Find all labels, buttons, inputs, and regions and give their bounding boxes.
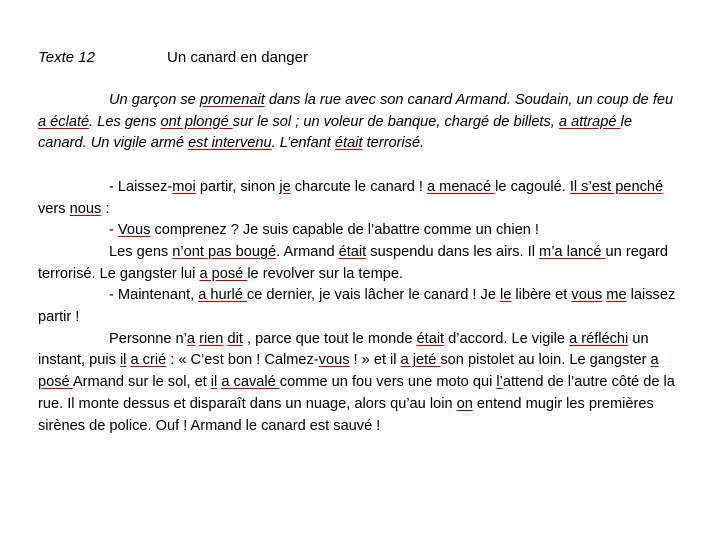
text-run: libère et [511,287,572,304]
text-body [38,90,683,437]
underlined-word: je [279,178,291,195]
underlined-word: ont plongé [160,113,233,130]
text-run: charcute le canard ! [290,178,427,195]
text-run: , parce que tout le monde [242,330,417,347]
text-run: partir, sinon [195,178,280,195]
text-run: terrorisé. [362,135,425,152]
text-run: . L’enfant [271,135,335,152]
text-run: Un garçon se [109,92,200,108]
underlined-word: l’ [496,374,503,391]
text-run: d’accord. Le vigile [444,330,570,347]
underlined-word: a attrapé [558,113,621,130]
underlined-word: moi [172,178,196,195]
text-run: . Armand [276,243,339,260]
paragraph-gap [38,155,683,177]
text-run: ce dernier, je vais lâcher le canard ! Je [246,287,501,304]
text-run: - Laissez- [109,178,173,195]
underlined-word: n’ont pas bougé [172,243,277,260]
paragraph-2 [38,177,683,220]
underlined-word: a éclaté [38,113,90,130]
underlined-word: m’a lancé [539,243,606,260]
text-run: comme un fou vers une moto qui [279,374,497,391]
text-run: suspendu dans les airs. Il [366,243,540,260]
underlined-word: a posé [38,352,659,391]
text-run: laissez partir ! [38,287,676,326]
underlined-word: nous [69,200,102,217]
underlined-word: a cavalé [221,374,280,391]
text-run: comprenez ? Je suis capable de l’abattre comme un chien ! [150,222,539,239]
text-run: : [101,200,110,217]
text-number-label: Texte 12 [38,49,95,66]
underlined-word: Vous [117,222,151,239]
text-run: - [109,222,118,239]
underlined-word: me [606,287,627,304]
text-run: un regard terrorisé. Le gangster lui [38,243,669,282]
paragraph-6 [38,329,683,438]
underlined-word: a jeté [400,352,441,369]
text-run: vers [38,200,70,217]
paragraph-1 [38,90,683,155]
paragraph-4 [38,242,683,285]
underlined-word: était [338,243,367,260]
text-run: Les gens [109,243,173,260]
text-run: entend mugir les premières sirènes de police. Ouf ! Armand le canard est sauvé ! [38,395,654,434]
paragraph-5 [38,285,683,328]
underlined-word: vous [318,352,350,369]
text-run: Personne n’ [109,330,187,347]
text-run: : « C’est bon ! Calmez- [166,352,319,369]
text-title: Un canard en danger [167,49,308,66]
text-run: ! » et il [349,352,401,369]
underlined-word: a hurlé [198,287,247,304]
text-run: sur le sol ; un voleur de banque, chargé de billets, [232,113,559,130]
underlined-word: était [416,330,445,347]
text-run: attend de l’autre côté de la rue. Il monte dessus et disparaît dans un nuage, alors qu’au loin [38,374,675,412]
text-run: son pistolet au loin. Le gangster [440,352,651,369]
text-run: le canard. Un vigile armé [38,113,632,152]
underlined-word: a crié [130,352,167,369]
underlined-word: on [456,395,473,412]
text-run: dans la rue avec son canard Armand. Soudain, un coup de feu [264,92,674,108]
underlined-word: a menacé [427,178,496,195]
underlined-word: a posé [199,265,248,282]
text-run: - Maintenant, [109,287,199,304]
document-header [38,49,308,66]
text-run: le revolver sur la tempe. [247,265,404,282]
underlined-word: promenait [199,92,265,108]
underlined-word: a réfléchi [569,330,629,347]
text-run: le cagoulé. [495,178,570,195]
underlined-word: est intervenu [188,135,272,152]
underlined-word: a [186,330,196,347]
underlined-word: Il s’est penché [569,178,664,195]
text-run: Armand sur le sol, et [72,374,211,391]
underlined-word: le [500,287,512,304]
underlined-word: il [210,374,218,391]
underlined-word: il [119,352,127,369]
text-run: . Les gens [89,113,161,130]
underlined-word: était [334,135,363,152]
underlined-word: rien [199,330,224,347]
text-run: un instant, puis [38,330,649,369]
underlined-word: dit [227,330,243,347]
paragraph-3 [38,220,683,242]
underlined-word: vous [571,287,603,304]
